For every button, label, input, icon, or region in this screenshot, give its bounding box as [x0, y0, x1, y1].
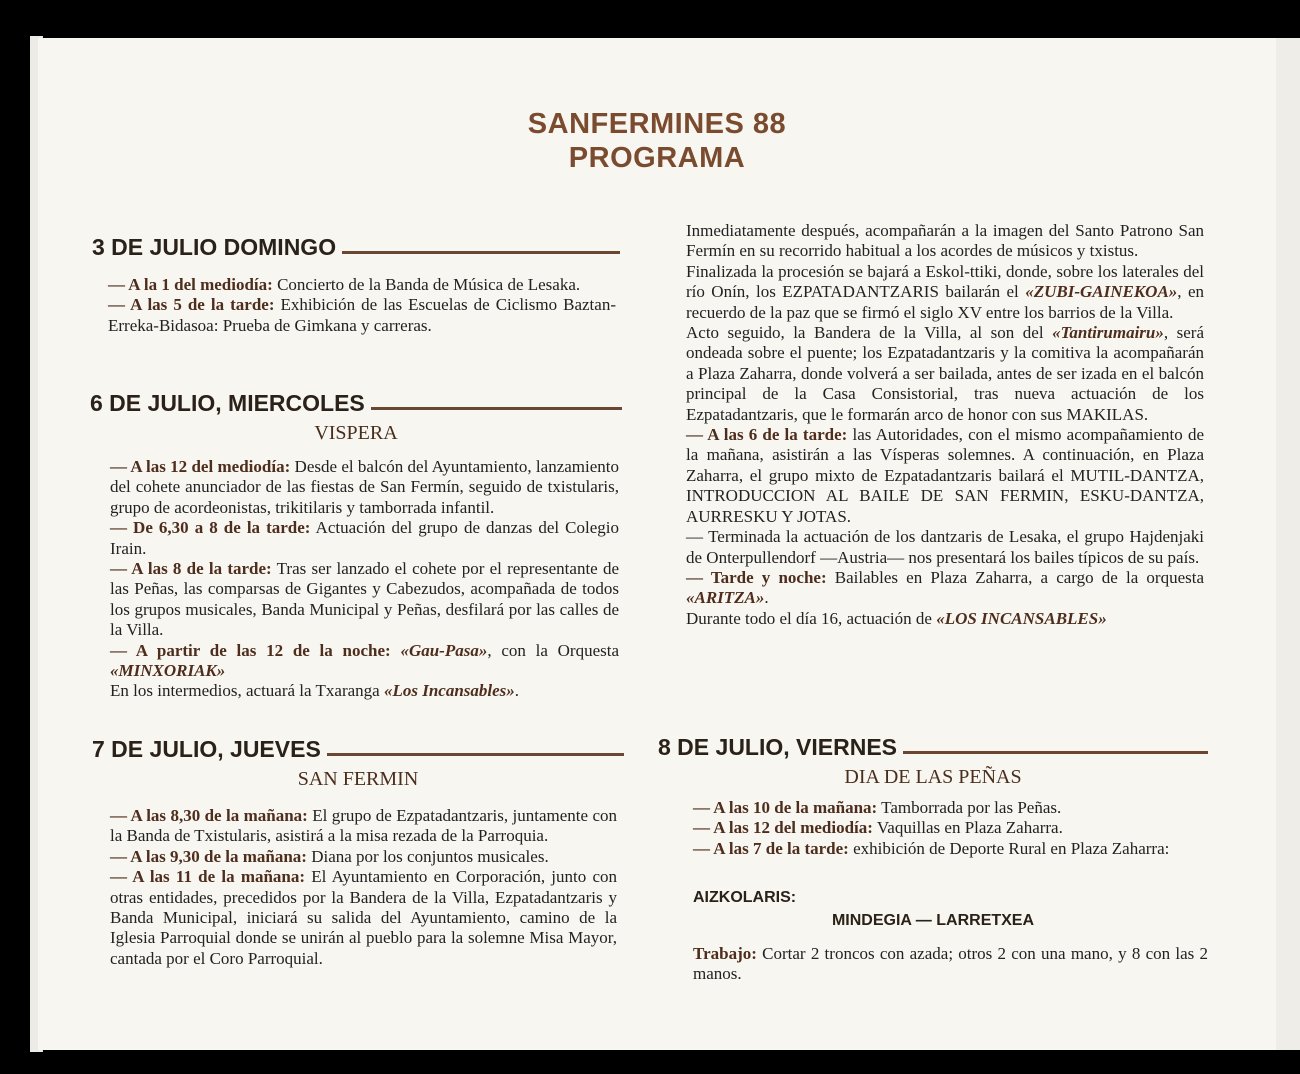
jul6-text-5: En los intermedios, actuará la Txaranga [110, 681, 384, 701]
heading-jul6-text: 6 DE JULIO, MIERCOLES [90, 390, 365, 416]
jul3-body [108, 275, 616, 336]
jul8-trabajo [693, 944, 1208, 985]
jul8-text-2: Vaquillas en Plaza Zaharra. [872, 818, 1063, 838]
jul6-time-2: — De 6,30 a 8 de la tarde: [110, 518, 311, 538]
jul8-text-1: Tamborrada por las Peñas. [877, 798, 1062, 817]
jul8-body [693, 798, 1208, 859]
right-text-5: — Terminada la actuación de los dantzaris de Lesaka, el grupo Hajdenjaki de Onterpullendorf —Austria— nos presentará los bailes típicos de su país. [686, 527, 1204, 567]
jul8-trabajo-label: Trabajo: [693, 944, 757, 963]
jul7-time-1: — A las 8,30 de la mañana: [110, 806, 308, 825]
jul3-time-2: — A las 5 de la tarde: [108, 295, 275, 315]
jul3-text-2: Exhibición de las Escuelas de Ciclismo Baztan-Erreka-Bidasoa: Prueba de Gimkana y carreras. [108, 295, 616, 335]
right-name-incansables: «LOS INCANSABLES» [936, 608, 1107, 628]
jul6-body [110, 457, 619, 702]
jul6-time-1: — A las 12 del mediodía: [110, 457, 291, 476]
heading-jul7 [92, 736, 624, 763]
jul6-time-3: — A las 8 de la tarde: [110, 559, 272, 579]
jul6-name-gaupasa: «Gau-Pasa» [400, 640, 488, 660]
jul8-time-3: — A las 7 de la tarde: [693, 838, 849, 858]
title-line-2: PROGRAMA [568, 142, 746, 174]
right-name-zubi: «ZUBI-GAINEKOA» [1025, 282, 1178, 302]
aizkolaris-label: AIZKOLARIS: [693, 889, 797, 906]
page-edge-right [1272, 38, 1300, 1050]
heading-rule [371, 407, 622, 410]
jul6-text-1: Desde el balcón del Ayuntamiento, lanzamiento del cohete anunciador de las fiestas de San Fermín, seguido de txistularis, grupo de acordeonistas, trikitilaris y tamborrada infantil. [110, 457, 620, 517]
heading-rule [903, 751, 1208, 754]
jul6-text-2: Actuación del grupo de danzas del Colegio Irain. [110, 518, 619, 558]
jul7-continuation [686, 221, 1204, 629]
right-text-2: Finalizada la procesión se bajará a Eskol-ttiki, donde, sobre los laterales del río Onín, los EZPATADANTZARIS bailarán el [686, 261, 1204, 302]
heading-jul3-text: 3 DE JULIO DOMINGO [92, 234, 337, 260]
right-name-tantirumairu: «Tantirumairu» [1052, 323, 1164, 343]
right-text-7: Durante todo el día 16, actuación de [686, 608, 937, 628]
heading-jul8-text: 8 DE JULIO, VIERNES [658, 734, 898, 760]
jul3-time-1: — A la 1 del mediodía: [108, 275, 273, 294]
jul8-subtitle: DIA DE LAS PEÑAS [844, 766, 1022, 788]
jul7-text-2: Diana por los conjuntos musicales. [306, 846, 549, 866]
jul6-subtitle: VISPERA [314, 422, 398, 444]
jul6-text-5-end: . [514, 681, 520, 701]
right-text-4: las Autoridades, con el mismo acompañamiento de la mañana, asistirán a las Vísperas solemnes. A continuación, en Plaza Zaharra, el grupo mixto de Ezpatadantzaris bailará el MUTIL-DANTZA, INTRODUCCION AL BAILE DE SAN FERMIN, ESKU-DANTZA, AURRESKU Y JOTAS. [686, 425, 1204, 526]
right-time-4: — A las 6 de la tarde: [686, 425, 848, 445]
title-line-1: SANFERMINES 88 [527, 108, 787, 140]
jul8-time-1: — A las 10 de la mañana: [693, 798, 878, 817]
heading-jul6 [90, 390, 622, 417]
jul7-text-1: El grupo de Ezpatadantzaris, juntamente con la Banda de Txistularis, asistirá a la misa rezada de la Parroquia. [110, 806, 617, 846]
jul6-text-3: Tras ser lanzado el cohete por el representante de las Peñas, las comparsas de Gigantes y Cabezudos, acompañada de todos los grupos musicales, Banda Municipal y Peñas, desfilará por las calles de la Villa. [110, 559, 619, 640]
right-text-6-end: . [764, 588, 769, 608]
jul6-name-minxoriak: «MINXORIAK» [110, 661, 226, 681]
brochure-page [38, 38, 1276, 1050]
jul6-text-4: , con la Orquesta [487, 640, 620, 660]
jul7-body [110, 806, 617, 969]
jul8-time-2: — A las 12 del mediodía: [693, 818, 873, 838]
right-text-3: Acto seguido, la Bandera de la Villa, al son del [686, 323, 1053, 343]
right-text-2-end: , en recuerdo de la paz que se firmó el siglo XV entre los barrios de la Villa. [686, 282, 1205, 322]
jul7-text-3: El Ayuntamiento en Corporación, junto con otras entidades, precedidos por la Bandera de la Villa, Ezpatadantzaris y Banda Municipal, iniciará su salida del Ayuntamiento, camino de la Iglesia Parroquial donde se unirán al pueblo para la solemne Misa Mayor, cantada por el Coro Parroquial. [110, 867, 617, 968]
jul6-time-4: — A partir de las 12 de la noche: [110, 640, 391, 660]
jul6-name-incansables: «Los Incansables» [383, 681, 515, 701]
jul7-subtitle: SAN FERMIN [297, 768, 419, 790]
aizkolaris-versus: MINDEGIA — LARRETXEA [831, 912, 1035, 929]
right-text-3-end: , será ondeada sobre el puente; los Ezpatadantzaris y la comitiva la acompañarán a Plaza Zaharra, donde volverá a ser bailada, antes de ser izada en el balcón principal de la Casa Consistorial, tras nueva actuación de los Ezpatadantzaris, que le formarán arco de honor con sus MAKILAS. [686, 323, 1205, 424]
heading-jul8 [658, 734, 1208, 761]
jul8-trabajo-text: Cortar 2 troncos con azada; otros 2 con una mano, y 8 con las 2 manos. [693, 944, 1208, 984]
heading-jul7-text: 7 DE JULIO, JUEVES [92, 736, 321, 762]
jul3-text-1: Concierto de la Banda de Música de Lesaka. [272, 275, 581, 294]
right-name-aritza: «ARITZA» [686, 588, 765, 608]
jul8-text-3: exhibición de Deporte Rural en Plaza Zaharra: [848, 838, 1170, 858]
jul7-time-3: — A las 11 de la mañana: [110, 867, 306, 887]
heading-rule [327, 753, 624, 756]
right-text-6: Bailables en Plaza Zaharra, a cargo de la orquesta [826, 567, 1204, 587]
right-time-6: — Tarde y noche: [686, 567, 827, 587]
heading-jul3 [92, 234, 620, 261]
heading-rule [342, 251, 620, 254]
jul7-time-2: — A las 9,30 de la mañana: [110, 846, 307, 866]
right-text-1: Inmediatamente después, acompañarán a la imagen del Santo Patrono San Fermín en su recorrido habitual a los acordes de músicos y txistus. [686, 221, 1204, 261]
